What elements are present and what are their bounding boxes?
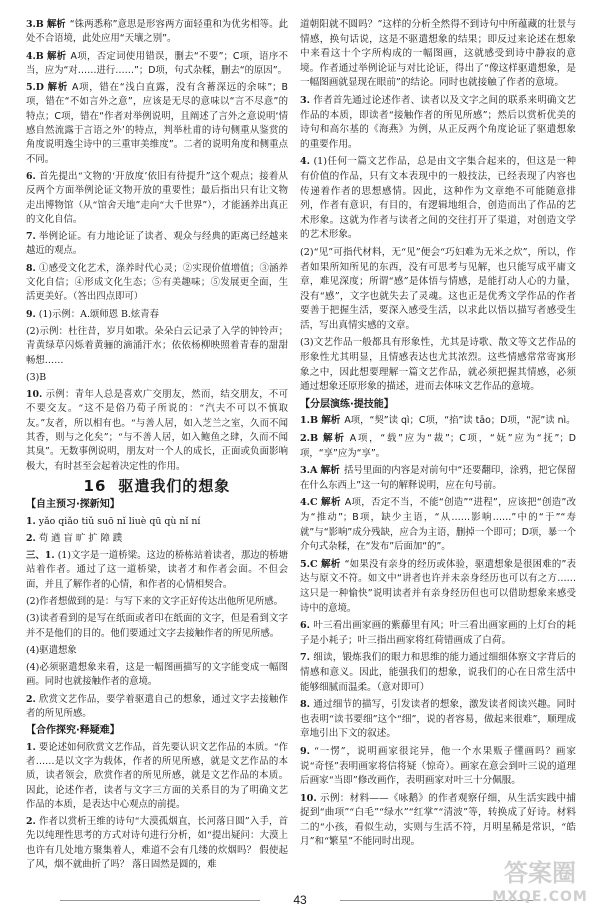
answer-entry [300,651,576,695]
answer-entry [26,170,288,227]
answer-text: 首先提出“文物的‘开放度’依旧有待提升”这个观点；接着从反两个方面举例论证文物开放的重要性；最后指出只有让文物走出博物馆（从“馆舍天地”走向“大千世界”），才能涵养出真正的文化自信。 [26,170,288,225]
left-top-entries [26,18,288,474]
preview-list [26,515,288,722]
answer-number: 7. [26,231,36,243]
answer-text: (1)任何一篇文艺作品，总是由文字集合起来的，但这是一种有价值的作品，只有文本表现中的一般技法，已经表现了内容也传递着作者的思想感情。因此，这种作为文章绝不可能随意排列，作者有意识，有目的，有逻辑地组合，创造而出了作品的艺术形象。这就为作者与读者之间的交往打开了渠道，对创造文学的艺术形象。 [300,156,576,241]
answer-number: 10. [26,389,43,401]
answer-number: 3. [300,94,311,106]
answer-number: 6. [26,170,36,182]
answer-text: (4)必须驱遣想象来看，这是一幅图画描写的文字能变成一幅图画。同时也就接触作者的意境。 [26,662,288,688]
answer-text: (4)驱遣想象 [26,644,77,656]
answer-text: yǎo qiǎo tiǔ suō nǐ liuè qū qù nǐ ní [38,515,201,527]
answer-number: 3.B [26,19,44,30]
answer-number: 8. [300,699,311,711]
section-preview-heading: 【自主预习·探新知】 [26,499,120,511]
lesson-number: 16 [83,476,107,495]
answer-number: 9. [300,745,311,757]
answer-entry [26,371,288,385]
answer-entry [26,308,288,322]
answer-text: 要论述如何欣赏文艺作品，首先要认识文艺作品的本质。“作者……是以文字为载体，作者的所见所感，就是文艺作品的本质，读者领会，欣赏作者的所见所感，就是文艺作品的本质。因此，论述作者，读者与文字三方面的关系目的为了明确文艺作品的本质，是表达中心观点的前提。 [26,741,289,810]
answer-text: 细读，锻炼我们的眼力和思维的能力通过细细体察文字背后的情感和意义。因此，能强我们的想象，说我们的心在日常生活中能够细腻而温柔。（意对即可） [300,652,576,693]
answer-entry [26,661,288,690]
analysis-tag: 解析 [320,558,341,570]
answer-entry [26,693,288,722]
answer-entry [300,414,576,429]
answer-text: 通过细节的描写，引发读者的想象，激发读者阅读兴趣。同时也表明“读书要细”这个“细”，说的者容易，做起来很难”，顺理成章地引出下文的叙述。 [300,699,576,740]
answer-entry [300,246,576,334]
answer-text: 道朝阳就不圆吗？”这样的分析全然得不到诗句中所蕴藏的壮景与情感，换句话说，这是不驱遣想象的结果；即反过来论述在想象中来看这十个字所构成的一幅图画，这就感受到诗中静寂的意境。作者通过举例论证与对比论证，得出了“像这样驱遣想象，是一幅图画就显现在眼前”的结论。同时也就接触了作者的意境。 [300,19,576,89]
answer-number: 8. [26,262,36,274]
answer-entry [26,262,288,305]
answer-text: (2)“见”可指代材料，无“见”便会“巧妇难为无米之炊”，所以，作者如果所知所见的东西，没有可思考与见解，也只能写成平庸文章，难见深度；所谓“感”是体悟与情感，是能打动人心的力量，没有“感”，文字也就失去了灵魂。这也正是优秀文学作品的作者要善于把握生活，要深入感受生活，以求此以悟以描写者感受生活，写出真情实感的文章。 [300,246,576,331]
left-column [26,18,288,875]
answer-text: 苟 遒 盲 旷 扩 障 蹼 [38,532,123,544]
answer-entry [300,464,576,493]
answer-text: “如果没有亲身的经历或体验，驱遣想象是很困难的”表达与原文不符。如文中“讲者也许并未亲身经历也可以有之方……这只是一种愉快”说明读者并有亲身经历但也可以借助想象来感受诗中的意境。 [300,558,576,614]
answer-entry [26,549,288,592]
answer-entry [26,612,288,641]
lesson-heading [26,476,288,495]
answer-text: ①感受文化艺术，涤养时代心灵；②实现价值增值；③涵养文化自信；④形成文化生态；⑤有美趣味；⑤发展更全面，生活更美好。（答出四点即可） [26,262,288,303]
answer-text: 示例：材料——《咏鹅》的作者观察仔细，从生活实践中捕捉到“曲项”“白毛”“绿水”“红掌”“清波”等，转换成了好诗。材料二的“小孩，看似生动，实则与生活不符，月明星稀是常识，“皓月”和“繁星”不能同时出现。 [300,792,576,848]
answer-number: 7. [300,652,311,664]
answer-text: (1)文字是一道桥梁。这边的桥栋站着读者，那边的桥塘站着作者。通过了这一道桥梁，读者才和作者会面。不但会面，并且了解作者的心情，和作者的心情相契合。 [26,550,288,590]
answer-entry [300,619,576,648]
answer-number: 9. [26,308,36,320]
answer-text: 作者以赏析王维的诗句“大漠孤烟直，长河落日圆”入手，首先以纯理性思考的方式对诗句进行分析，如“提出疑问：大漠上也许有几处地方聚集着人，难道不会有几缕的炊烟吗？ 假使起了风，烟不就曲折了吗？ 落日固然是圆的，难 [26,816,289,871]
analysis-tag: 解析 [321,497,341,509]
answer-number: 1. [26,515,36,527]
answer-entry [26,18,288,47]
analysis-tag: 解析 [46,19,66,30]
answer-text: 叶三看出画家画的紫藤里有风；叶三看出画家画的上灯台的耗子是小耗子；叶三指出画家将红荷错画成了白荷。 [300,620,576,646]
answer-text: 括号里面的内容是对前句中“还要翻印，涂鸦，把它保留在什么东西上”这一句的解释说明，应在句号前。 [300,465,576,491]
answer-entry [26,815,288,872]
lesson-title: 驱遣我们的想象 [118,476,231,495]
section-practice-heading: 【分层演练·提技能】 [300,398,394,410]
answer-number: 5.C [300,558,318,570]
page-number: 43 [293,893,307,907]
answer-entry [26,230,288,259]
answer-number: 4. [300,156,311,168]
answer-entry [26,325,288,368]
answer-text: (1)示例：A.颂师恩 B.炫青春 [38,308,160,320]
answer-entry [26,741,288,812]
answer-number: 5.D [26,82,44,94]
answer-entry [26,644,288,658]
answer-entry [26,388,288,474]
analysis-tag: 解析 [321,415,341,427]
answer-number: 6. [300,620,311,632]
answer-text: A项，错在“浅白直露，没有含蓄深远的余味”；B项，错在“不如言外之意”，应该是无尽的意味以“言不尽意”的特点；C项，错在“作者对举例说明，且阐述了言外之意说明‘情感自然流露于言语之外’的特点，判举杜甫的诗句侧重从鉴赏的角度说明逸尘诗中的三重审美维度”。二者的说明角度和侧重点不同。 [26,82,288,165]
answer-entry [300,745,576,789]
analysis-tag: 解析 [320,465,340,477]
analysis-tag: 解析 [47,50,67,62]
answer-number: 4.B [26,50,44,62]
answer-number: 三、1. [26,550,55,562]
answer-number: 10. [300,792,317,804]
explore-list [26,741,288,873]
answer-entry [300,155,576,243]
right-column [300,18,576,853]
answer-number: 4.C [300,497,318,509]
answer-text: (2)作者想做到的是：与写下来的文字正好传达出他所见所感。 [26,595,284,607]
answer-number: 2.B [300,433,319,445]
watermark-logo [492,858,588,914]
answer-entry [300,18,576,91]
answer-entry [300,792,576,850]
answer-number: 2. [26,532,36,544]
answer-entry [300,558,576,616]
answer-number: 2. [26,816,36,828]
answer-text: (3)文艺作品一般都具有形象性，尤其是诗歌、散文等文艺作品的形象性尤其明显，且情感表达也尤其浓烈。这些情感常常寄寓形象之中，因此想要理解一篇文艺作品，就必须把握其情感，必须通过想象还原形象的描述，进而去体味文艺作品的意境。 [300,337,576,393]
answer-entry [300,432,576,461]
answer-text: “一愣”，说明画家很诧异，他一个水果贩子懂画吗？画家说“奇怪”表明画家将信将疑（惊奇）。画家在意会到叶三说的道理后画家“当即”修改画作，表明画家对叶三十分佩服。 [300,745,576,787]
answer-text: “铢两悉称”意思是形容两方面轻重和为优劣相等。此处不合语境，此处应用“天壤之别”。 [26,19,288,45]
analysis-tag: 解析 [47,82,68,94]
answer-text: (2)示例：杜往昔，岁月如歌。朵朵白云记录了入学的钟铃声；青黄绿草闪烁着黄骊的滴涌汗水；依依杨柳映照着青春的甜甜畅想…… [26,325,288,366]
watermark-line1: 答案圈 [504,859,576,887]
watermark-line2: MXQE.COM [492,889,588,905]
answer-entry [26,532,288,546]
answer-text: 示例：青年人总是喜欢广交朋友，然而，结交朋友，不可不要交友。“这不是俗乃荀子所说的：“汽夫不可以不慎取友。”友者，所以相有也。“与善人居，如入芝兰之室，久而不闻其香，则与之化矣”；“与不善人居，如入鲍鱼之肆，久而不闻其臭”。无数事例说明，朋友对一个人的成长，正面或负面影响极大，有时甚至会起着决定性的作用。 [26,389,288,472]
answer-entry [300,94,576,152]
answer-text: 作者首先通过论述作者、读者以及文字之间的联系来明确文艺作品的本质，即读者“接触作者的所见所感”；然后以赏析优美的诗句和高尔基的《海燕》为例，从正反两个角度论证了驱遣想象的重要作用。 [300,94,576,150]
answer-number: 2. [26,693,36,705]
answer-entry [300,496,576,554]
answer-entry [26,595,288,609]
answer-entry [26,81,288,167]
answer-text: (3)B [26,371,47,383]
section-explore-heading: 【合作探究·释疑难】 [26,725,120,737]
answer-number: 3.A [300,465,318,477]
answer-number: 1. [26,741,36,753]
answer-entry [300,336,576,394]
answer-text: 欣赏文艺作品，要学着驱遣自己的想象，通过文字去接触作者的所见所感。 [26,693,288,720]
answer-text: A项，“载”应为“裁”；C项，“妩”应为“抚”；D项，“享”应为“享”。 [300,433,576,459]
right-top-entries [300,18,576,395]
answer-entry [26,50,288,79]
answer-text: A项，“契”读 qì；C项，“掐”读 tāo；D项，“泥”读 nì。 [344,415,576,427]
answer-text: 举例论证。有力地论证了读者、观众与经典的距离已经越来越近的观点。 [26,231,288,257]
answer-text: A项，否定不当，不能“创造”“进程”，应该把“创造”改为“推动”；B项，缺少主语，“从……影响……”中的“于”“寿就”与“影响”成分残缺，应合为主语，删掉一个即可；D项，暴一个介句式杂糅，在“发布”后面加“的”。 [300,497,576,553]
answer-entry [26,515,288,529]
analysis-tag: 解析 [322,433,346,445]
answer-text: A项，否定词使用错误，删去“不要”；C项，语序不当，应为“对……进行……”；D项，句式杂糅，删去“的原因”。 [26,50,288,76]
answer-text: (3)读者看到的是写在纸面或者印在纸面的文字，但是看到文字并不是他们的目的。他们要通过文字去接触作者的所见所感。 [26,613,288,639]
practice-list [300,414,576,850]
answer-number: 1.B [300,415,319,427]
answer-entry [300,698,576,742]
